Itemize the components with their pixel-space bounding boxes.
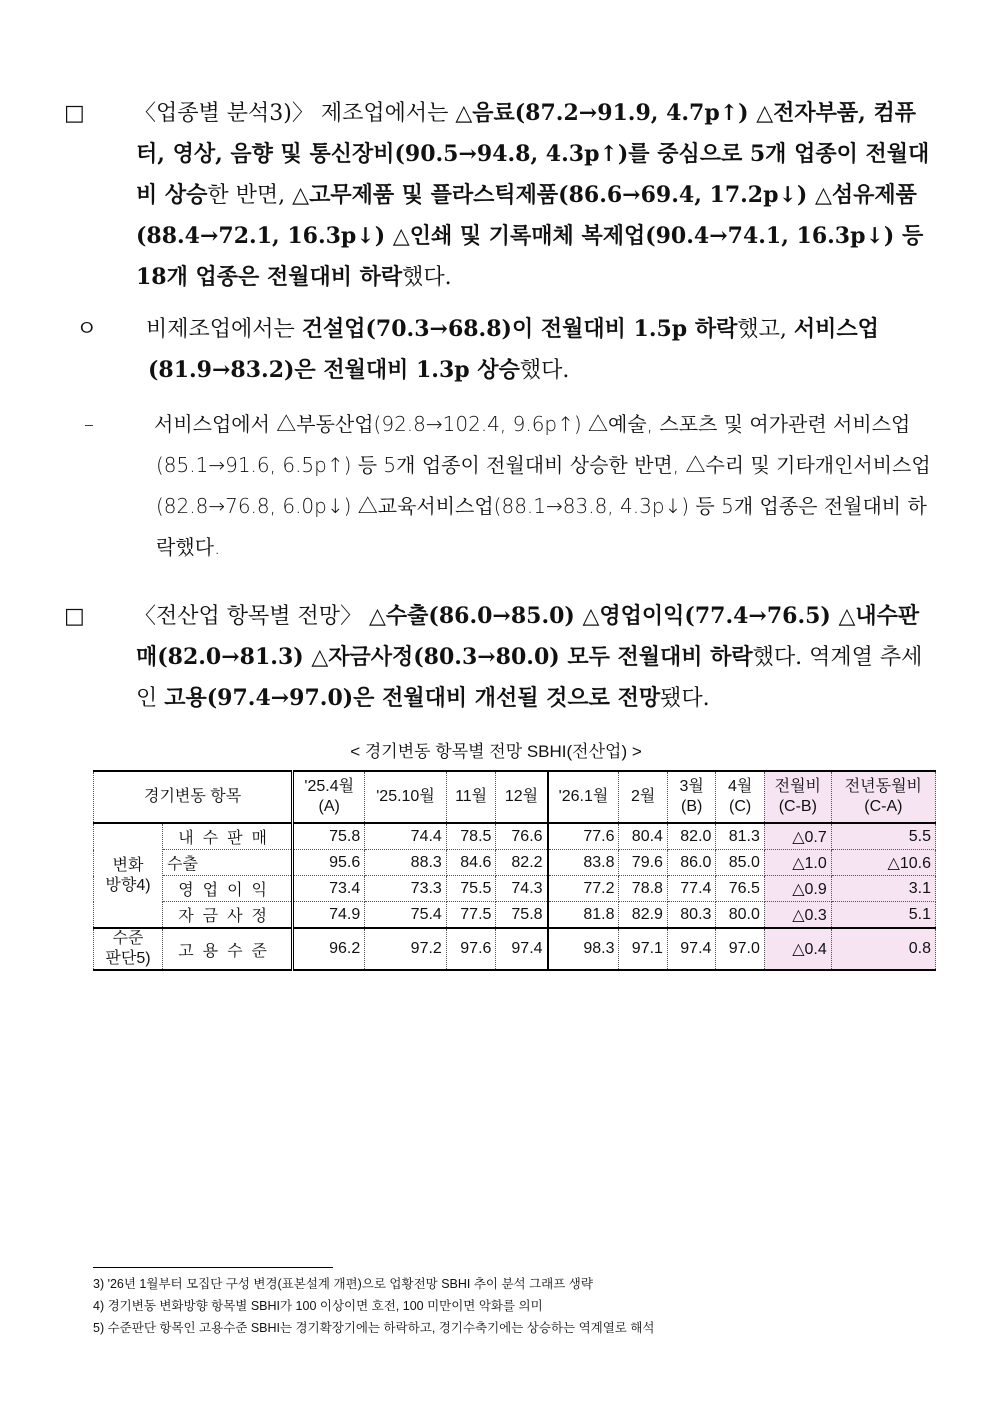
header-col: 4월 (C)	[716, 771, 764, 823]
square-bullet: □	[64, 604, 85, 629]
header-col: 11월	[446, 771, 496, 823]
row-label: 내수판매	[163, 823, 293, 850]
header-col: 전월비 (C-B)	[764, 771, 831, 823]
table-row: 영업이익 73.4 73.3 75.5 74.3 77.2 78.8 77.4 76.5 △0.9 3.1	[94, 876, 936, 902]
header-col: 전년동월비 (C-A)	[831, 771, 935, 823]
row-label: 고용수준	[163, 928, 293, 970]
header-col: 2월	[619, 771, 667, 823]
circle-bullet: ㅇ	[76, 317, 98, 342]
footnote-4: 4) 경기변동 변화방향 항목별 SBHI가 100 이상이면 호전, 100 미만이면 악화를 의미	[93, 1299, 543, 1313]
group-label-level: 수준 판단5)	[94, 928, 163, 970]
row-label: 자금사정	[163, 902, 293, 929]
table-row: 자금사정 74.9 75.4 77.5 75.8 81.8 82.9 80.3 80.0 △0.3 5.1	[94, 902, 936, 929]
footnote-divider	[93, 1267, 333, 1268]
table-row: 수출 95.6 88.3 84.6 82.2 83.8 79.6 86.0 85.0 △1.0 △10.6	[94, 850, 936, 876]
header-item: 경기변동 항목	[94, 771, 293, 823]
paragraph-services: – 서비스업에서 △부동산업(92.8→102.4, 9.6p↑) △예술, 스포츠 및 여가관련 서비스업(85.1→91.6, 6.5p↑) 등 5개 업종이 전월대비 상승한 반면, △수리 및 기타개인서비스업(82.8→76.8, 6.0p↓) △교육서비스업(88.1→83.8, 4.3p↓) 등 5개 업종은 전월대비 하락했다.	[120, 404, 936, 568]
table-title: < 경기변동 항목별 전망 SBHI(전산업) >	[350, 742, 642, 761]
table-row: 변화 방향4) 내수판매 75.8 74.4 78.5 76.6 77.6 80.4 82.0 81.3 △0.7 5.5	[94, 823, 936, 850]
header-col: '26.1월	[548, 771, 619, 823]
group-label-change: 변화 방향4)	[94, 823, 163, 928]
table-row: 수준 판단5) 고용수준 96.2 97.2 97.6 97.4 98.3 97.1 97.4 97.0 △0.4 0.8	[94, 928, 936, 970]
header-col: 3월 (B)	[667, 771, 715, 823]
paragraph-all-industry-outlook: □ 〈전산업 항목별 전망〉 △수출(86.0→85.0) △영업이익(77.4→76.5) △내수판매(82.0→81.3) △자금사정(80.3→80.0) 모두 전월대비 하락했다. 역계열 추세인 고용(97.4→97.0)은 전월대비 개선될 것으로 전망됐다.	[100, 596, 936, 719]
square-bullet: □	[64, 101, 85, 126]
header-col: 12월	[496, 771, 548, 823]
paragraph-non-manufacturing: ㅇ 비제조업에서는 건설업(70.3→68.8)이 전월대비 1.5p 하락했고, 서비스업(81.9→83.2)은 전월대비 1.3p 상승했다.	[112, 309, 936, 391]
sbhi-table	[93, 770, 936, 971]
table-header-row	[94, 771, 936, 823]
paragraph-industry-analysis: □ 〈업종별 분석3)〉 제조업에서는 △음료(87.2→91.9, 4.7p↑) △전자부품, 컴퓨터, 영상, 음향 및 통신장비(90.5→94.8, 4.3p↑)를 중심으로 5개 업종이 전월대비 상승한 반면, △고무제품 및 플라스틱제품(86.6→69.4, 17.2p↓) △섬유제품(88.4→72.1, 16.3p↓) △인쇄 및 기록매체 복제업(90.4→74.1, 16.3p↓) 등 18개 업종은 전월대비 하락했다.	[100, 93, 936, 298]
footnote-3: 3) '26년 1월부터 모집단 구성 변경(표본설계 개편)으로 업황전망 SBHI 추이 분석 그래프 생략	[93, 1277, 593, 1291]
row-label: 수출	[163, 850, 293, 876]
header-col: '25.4월 (A)	[293, 771, 365, 823]
dash-bullet: –	[84, 412, 94, 436]
row-label: 영업이익	[163, 876, 293, 902]
header-col: '25.10월	[365, 771, 447, 823]
footnote-5: 5) 수준판단 항목인 고용수준 SBHI는 경기확장기에는 하락하고, 경기수축기에는 상승하는 역계열로 해석	[93, 1321, 655, 1335]
